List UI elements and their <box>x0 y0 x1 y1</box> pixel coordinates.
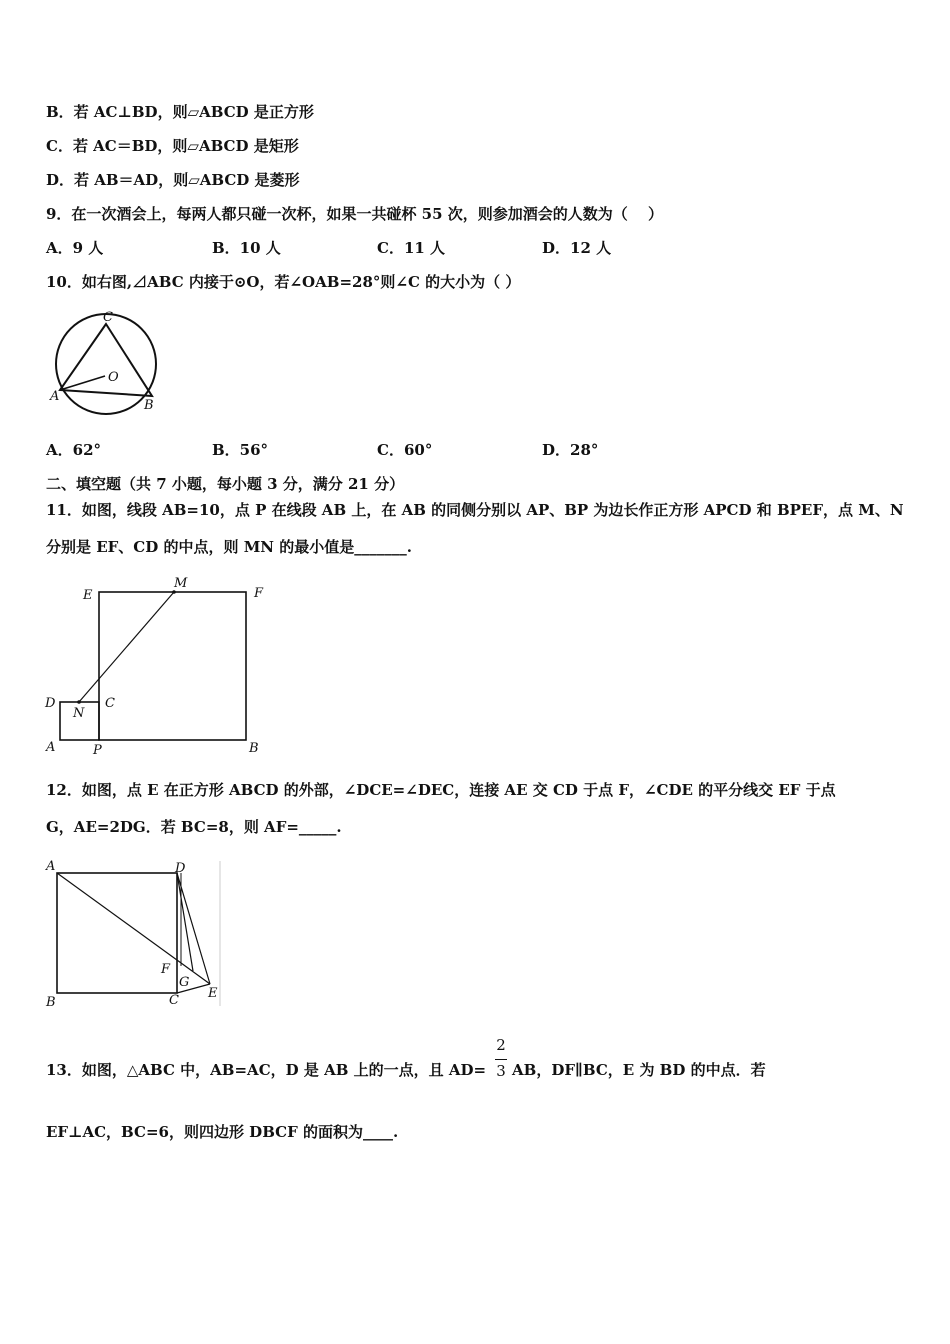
q12-label-b: B <box>46 995 56 1010</box>
q11-stem-line2: 分别是 EF、CD 的中点，则 MN 的最小值是_______. <box>46 538 412 556</box>
section2-title: 二、填空题（共 7 小题，每小题 3 分，满分 21 分） <box>46 475 405 493</box>
q9-option-d: D．12 人 <box>542 239 612 257</box>
q9-stem: 9．在一次酒会上，每两人都只碰一次杯，如果一共碰杯 55 次，则参加酒会的人数为（ ） <box>46 205 663 223</box>
q11-label-e: E <box>83 588 93 603</box>
q11-label-f: F <box>254 586 264 601</box>
q11-point-n <box>77 700 81 704</box>
q12-stem-line1: 12．如图，点 E 在正方形 ABCD 的外部，∠DCE=∠DEC，连接 AE 交 CD 于点 F，∠CDE 的平分线交 EF 于点 <box>46 781 836 799</box>
q8-option-d: D．若 AB＝AD，则▱ABCD 是菱形 <box>46 171 300 189</box>
q12-label-a: A <box>46 859 56 874</box>
q10-stem: 10．如右图,⊿ABC 内接于⊙O，若∠OAB=28°则∠C 的大小为（ ） <box>46 273 521 291</box>
q13-stem-line2: EF⊥AC，BC=6，则四边形 DBCF 的面积为____. <box>46 1123 399 1141</box>
q11-label-c: C <box>105 696 115 711</box>
q10-option-b: B．56° <box>212 441 269 459</box>
q11-label-n: N <box>73 706 85 721</box>
q12-segment-ae <box>57 873 210 984</box>
q13-fraction-numerator: 2 <box>496 1036 506 1054</box>
q10-label-o: O <box>108 370 119 385</box>
q12-label-e: E <box>208 986 218 1001</box>
q10-label-a: A <box>50 389 60 404</box>
q13-fraction-denominator: 3 <box>496 1062 506 1080</box>
q9-option-c: C．11 人 <box>377 239 446 257</box>
q12-segment-dg <box>177 873 193 971</box>
q11-label-b: B <box>249 741 259 756</box>
q11-label-d: D <box>45 696 56 711</box>
q12-label-g: G <box>179 975 190 990</box>
q10-option-a: A．62° <box>46 441 102 459</box>
q12-segment-de <box>177 873 210 984</box>
q12-stem-line2: G，AE=2DG．若 BC=8，则 AF=_____. <box>46 818 342 836</box>
q11-segment-mn <box>79 592 174 702</box>
q11-label-m: M <box>174 576 188 591</box>
q13-fraction-bar <box>495 1059 507 1060</box>
q11-label-a: A <box>46 740 56 755</box>
q8-option-b: B．若 AC⊥BD，则▱ABCD 是正方形 <box>46 103 314 121</box>
q10-label-c: C <box>103 310 113 325</box>
q10-circle <box>56 314 156 414</box>
q11-square-bpef <box>99 592 246 740</box>
q13-stem-part2: AB，DF∥BC，E 为 BD 的中点．若 <box>512 1061 766 1079</box>
q9-option-a: A．9 人 <box>46 239 104 257</box>
q10-option-c: C．60° <box>377 441 433 459</box>
q13-stem-part1: 13．如图，△ABC 中，AB=AC，D 是 AB 上的一点，且 AD= <box>46 1061 487 1079</box>
q11-stem-line1: 11．如图，线段 AB=10，点 P 在线段 AB 上，在 AB 的同侧分别以 AP、BP 为边长作正方形 APCD 和 BPEF，点 M、N <box>46 501 904 519</box>
q9-option-b: B．10 人 <box>212 239 281 257</box>
q12-label-f: F <box>161 962 171 977</box>
q10-figure <box>46 306 176 418</box>
q8-option-c: C．若 AC＝BD，则▱ABCD 是矩形 <box>46 137 299 155</box>
q10-option-d: D．28° <box>542 441 599 459</box>
q10-radius-oa <box>60 376 105 390</box>
q12-label-c: C <box>169 993 179 1008</box>
q12-square-abcd <box>57 873 177 993</box>
q11-label-p: P <box>93 743 102 758</box>
q10-label-b: B <box>144 398 154 413</box>
q12-figure <box>40 856 230 1012</box>
q12-label-d: D <box>175 861 186 876</box>
q11-figure <box>40 572 280 758</box>
